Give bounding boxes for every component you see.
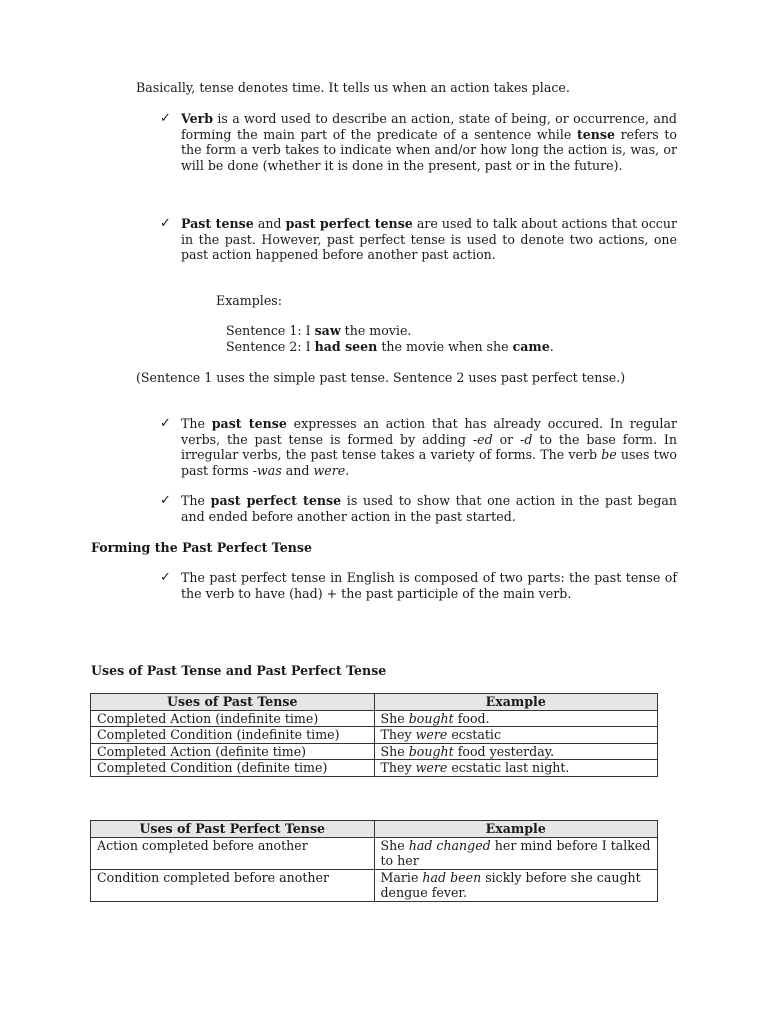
example-cell: They were ecstatic last night. xyxy=(374,760,658,777)
example-cell: Marie had been sickly before she caught dengue fever. xyxy=(374,869,658,901)
example-cell: She had changed her mind before I talked to her xyxy=(374,837,658,869)
past-tense-bullet: Past tense and past perfect tense are used to talk about actions that occur in the past. However, past perfect tense is used to denote two actions, one past action happened before another past action. xyxy=(181,216,677,262)
use-cell: Completed Action (definite time) xyxy=(91,743,375,760)
checkmark-icon: ✓ xyxy=(160,216,171,231)
checkmark-icon: ✓ xyxy=(160,570,171,585)
use-cell: Completed Action (indefinite time) xyxy=(91,710,375,727)
example-cell: She bought food yesterday. xyxy=(374,743,658,760)
past-perfect-definition-bullet: The past perfect tense is used to show that one action in the past began and ended before another action in the past started. xyxy=(181,493,678,524)
table-header-row xyxy=(91,821,658,838)
forming-heading: Forming the Past Perfect Tense xyxy=(91,540,312,555)
past-tense-table xyxy=(90,693,658,777)
sentence-2: Sentence 2: I had seen the movie when she came. xyxy=(226,339,554,354)
example-cell: They were ecstatic xyxy=(374,727,658,744)
column-header: Example xyxy=(374,694,658,711)
use-cell: Completed Condition (indefinite time) xyxy=(91,727,375,744)
checkmark-icon: ✓ xyxy=(160,416,171,431)
use-cell: Condition completed before another xyxy=(91,869,375,901)
example-cell: She bought food. xyxy=(374,710,658,727)
uses-heading: Uses of Past Tense and Past Perfect Tense xyxy=(91,663,387,678)
column-header: Uses of Past Perfect Tense xyxy=(91,821,375,838)
table-row xyxy=(91,869,658,901)
use-cell: Completed Condition (definite time) xyxy=(91,760,375,777)
sentence-1: Sentence 1: I saw the movie. xyxy=(226,323,412,338)
checkmark-icon: ✓ xyxy=(160,493,171,508)
sentence-note: (Sentence 1 uses the simple past tense. Sentence 2 uses past perfect tense.) xyxy=(136,370,626,385)
table-header-row xyxy=(91,694,658,711)
checkmark-icon: ✓ xyxy=(160,111,171,126)
intro-paragraph: Basically, tense denotes time. It tells us when an action takes place. xyxy=(136,80,570,95)
column-header: Example xyxy=(374,821,658,838)
past-tense-definition-bullet: The past tense expresses an action that has already occured. In regular verbs, the past tense is formed by adding -ed or -d to the base form. In irregular verbs, the past tense takes a variety of forms. The verb be uses two past forms -was and were. xyxy=(181,416,678,478)
examples-label: Examples: xyxy=(216,293,282,308)
forming-bullet: The past perfect tense in English is composed of two parts: the past tense of the verb to have (had) + the past participle of the main verb. xyxy=(181,570,677,601)
verb-definition-bullet: Verb is a word used to describe an action, state of being, or occurrence, and forming the main part of the predicate of a sentence while tense refers to the form a verb takes to indicate when and/or how long the action is, was, or will be done (whether it is done in the present, past or in the future). xyxy=(181,111,677,173)
past-perfect-table xyxy=(90,820,658,902)
table-row xyxy=(91,743,658,760)
table-row xyxy=(91,760,658,777)
column-header: Uses of Past Tense xyxy=(91,694,375,711)
use-cell: Action completed before another xyxy=(91,837,375,869)
table-row xyxy=(91,837,658,869)
table-row xyxy=(91,710,658,727)
table-row xyxy=(91,727,658,744)
